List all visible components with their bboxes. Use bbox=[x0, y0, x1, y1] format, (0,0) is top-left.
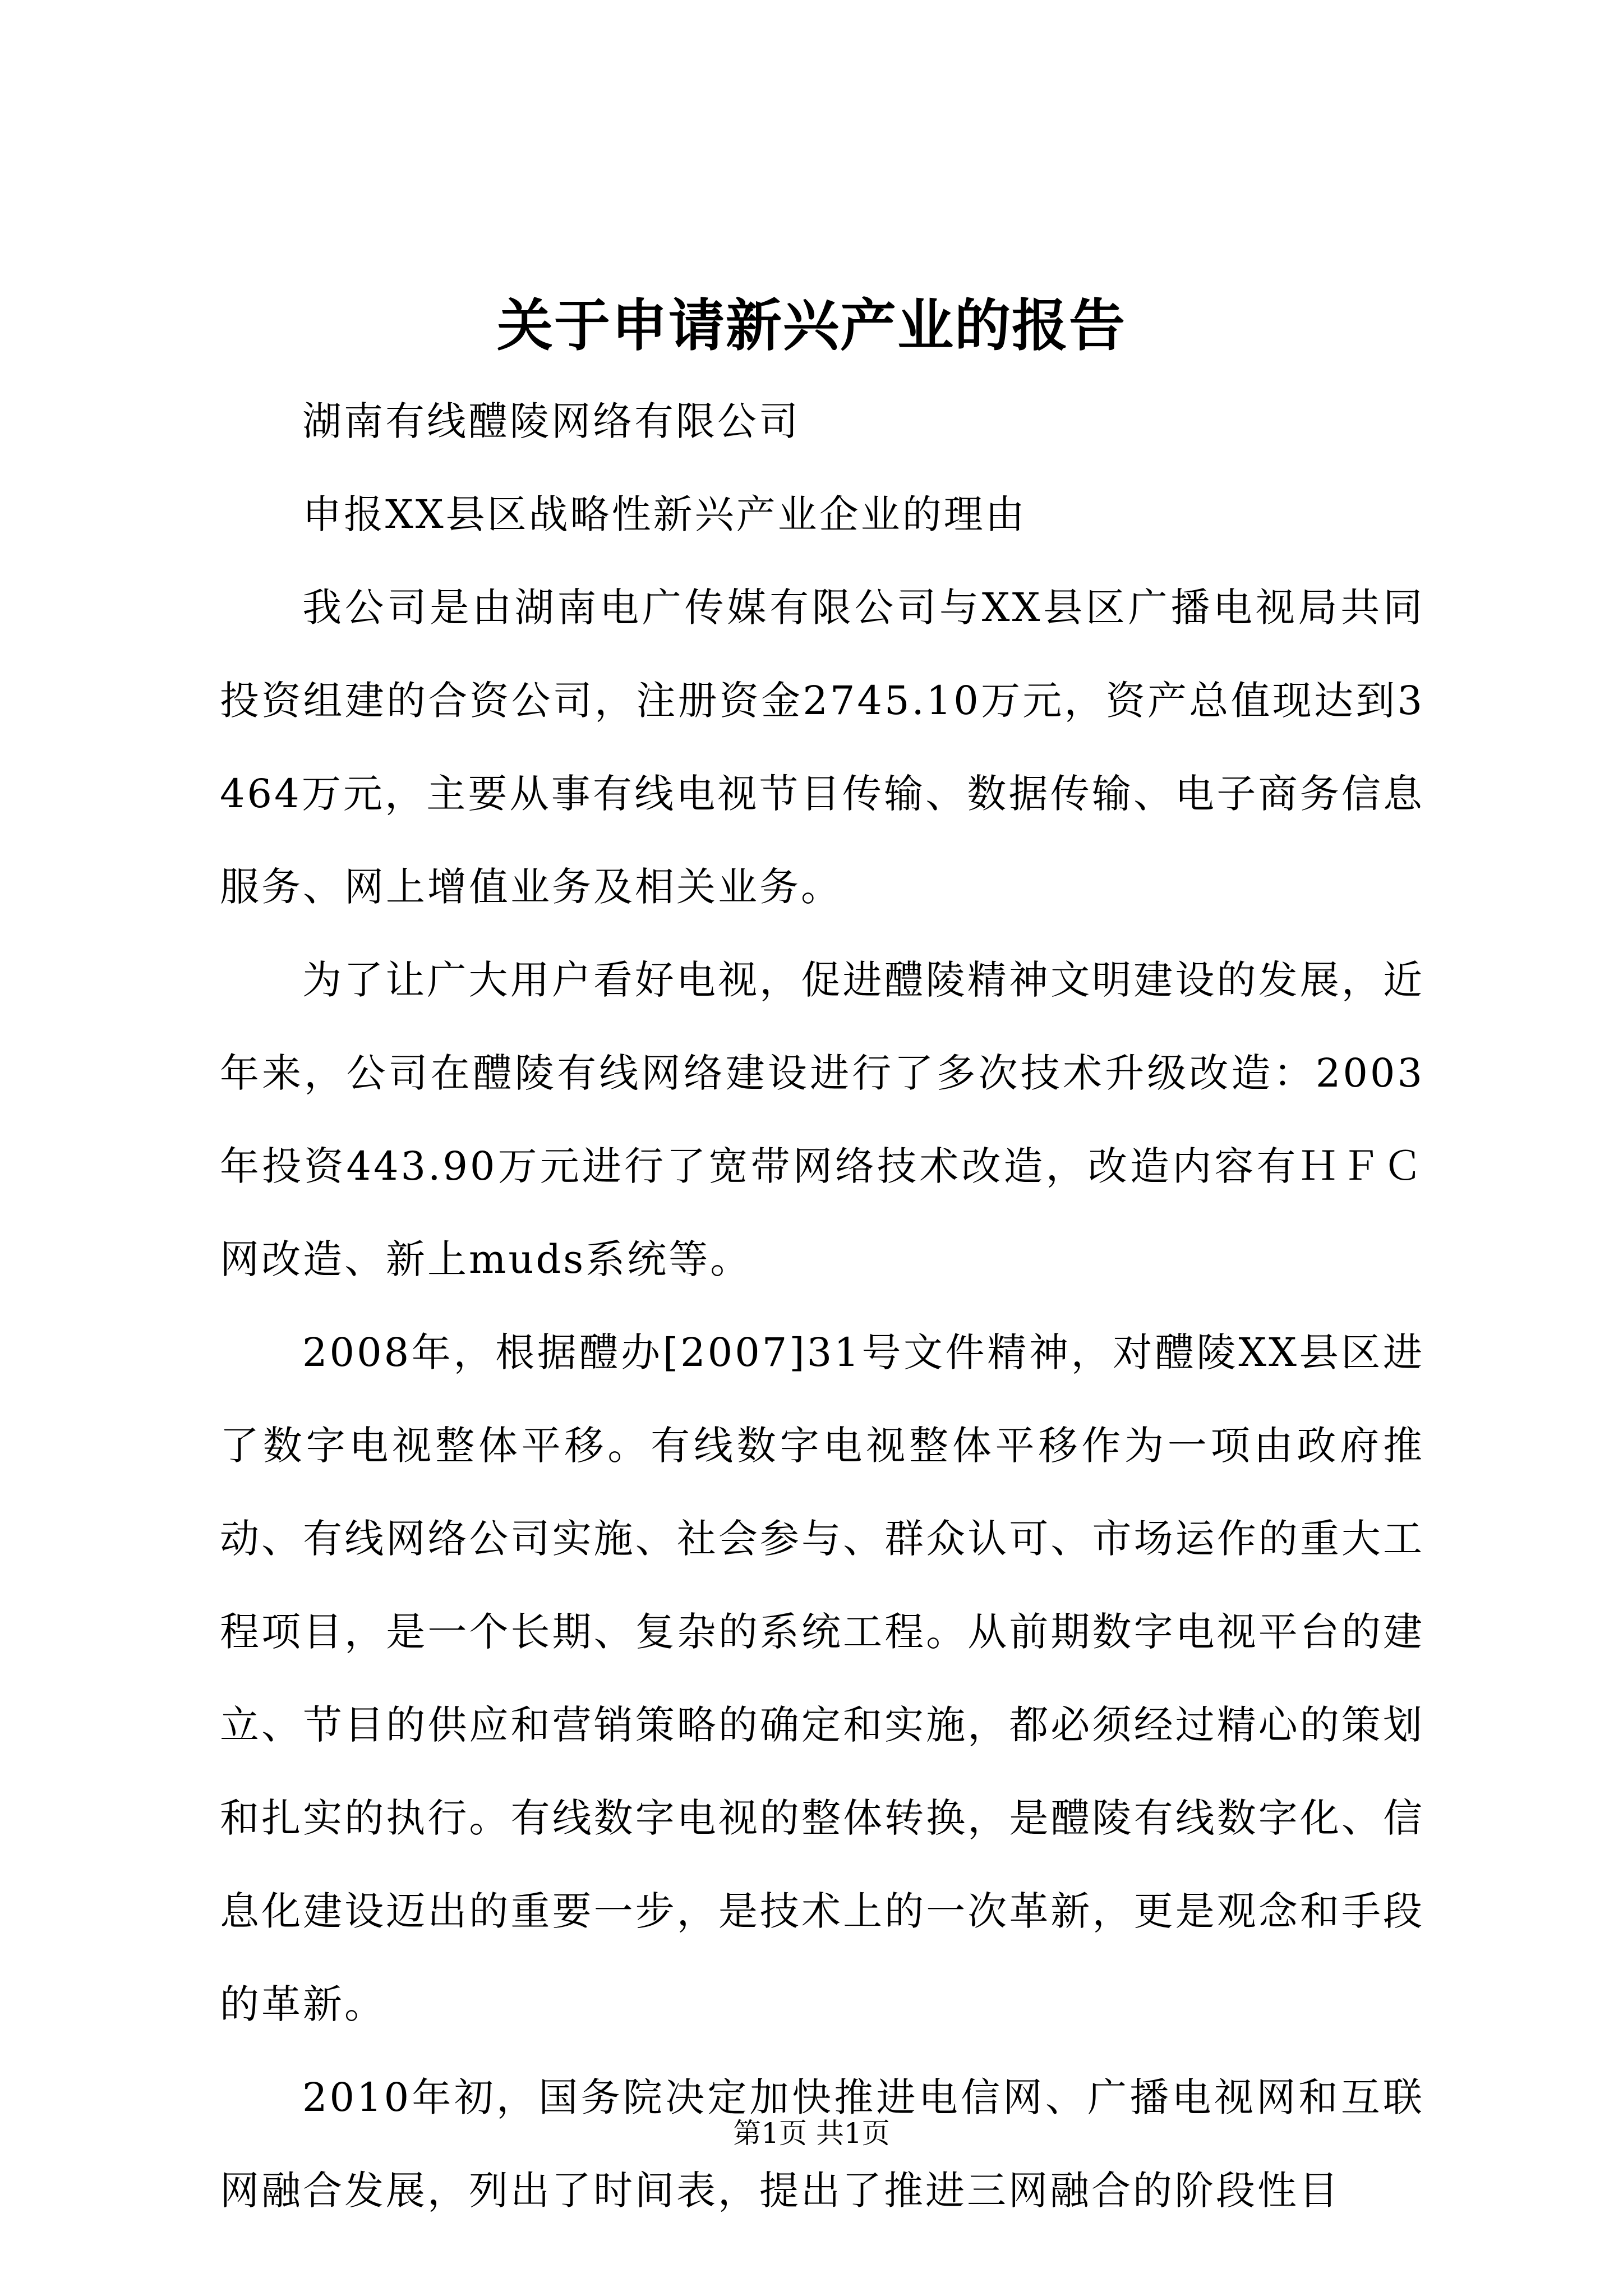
document-body bbox=[220, 375, 1424, 2237]
company-name-line: 湖南有线醴陵网络有限公司 bbox=[302, 398, 800, 444]
report-subject-line: 申报XX县区战略性新兴产业企业的理由 bbox=[302, 491, 1027, 537]
paragraph: 2008年，根据醴办[2007]31号文件精神，对醴陵XX县区进了数字电视整体平移。有线数字电视整体平移作为一项由政府推动、有线网络公司实施、社会参与、群众认可、市场运作的重大工程项目，是一个长期、复杂的系统工程。从前期数字电视平台的建立、节目的供应和营销策略的确定和实施，都必须经过精心的策划和扎实的执行。有线数字电视的整体转换，是醴陵有线数字化、信息化建设迈出的重要一步，是技术上的一次革新，更是观念和手段的革新。 bbox=[220, 1329, 1424, 2027]
page-footer: 第1页 共1页 bbox=[733, 2117, 890, 2150]
document-title: 关于申请新兴产业的报告 bbox=[497, 292, 1126, 358]
paragraph: 我公司是由湖南电广传媒有限公司与XX县区广播电视局共同投资组建的合资公司，注册资金2745.10万元，资产总值现达到3464万元，主要从事有线电视节目传输、数据传输、电子商务信息服务、网上增值业务及相关业务。 bbox=[220, 585, 1424, 910]
paragraph: 为了让广大用户看好电视，促进醴陵精神文明建设的发展，近年来，公司在醴陵有线网络建设进行了多次技术升级改造：2003年投资443.90万元进行了宽带网络技术改造，改造内容有ＨＦＣ网改造、新上muds系统等。 bbox=[220, 957, 1424, 1282]
paragraph: 2010年初，国务院决定加快推进电信网、广播电视网和互联网融合发展，列出了时间表，提出了推进三网融合的阶段性目 bbox=[220, 2074, 1424, 2214]
